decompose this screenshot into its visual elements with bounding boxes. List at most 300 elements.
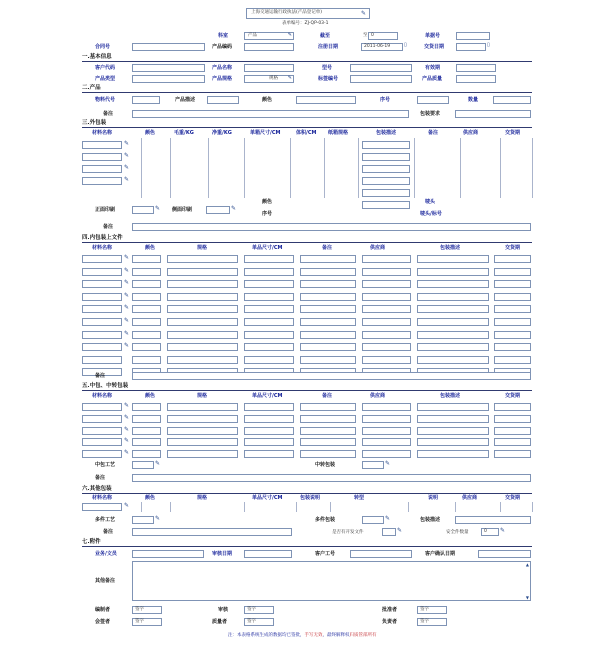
lookup-icon[interactable]: ✎ [124, 502, 130, 509]
column-header[interactable]: 规格 [197, 393, 208, 399]
xuhao-field[interactable] [417, 96, 449, 104]
column-header[interactable]: 包装描述 [440, 245, 461, 251]
inner-pack-cell[interactable] [494, 293, 531, 301]
section-divider [82, 92, 532, 93]
mid-pack-cell[interactable] [417, 403, 489, 411]
column-header[interactable]: 单品尺寸/CM [252, 495, 283, 501]
column-rule [330, 502, 331, 512]
mid-pack-cell[interactable] [132, 427, 161, 435]
inner-pack-cell[interactable] [132, 318, 161, 326]
inner-pack-cell[interactable] [300, 318, 356, 326]
column-header[interactable]: 交货期 [505, 245, 521, 251]
mid-pack-cell[interactable] [132, 403, 161, 411]
column-header[interactable]: 颜色 [145, 245, 156, 251]
edit-icon[interactable]: ✎ [360, 10, 366, 17]
mid-pack-cell[interactable] [82, 427, 122, 435]
inner-pack-cell[interactable] [132, 280, 161, 288]
lookup-icon[interactable]: ✎ [124, 437, 130, 445]
column-header[interactable]: 交货期 [505, 393, 521, 399]
chanpin-quality-field[interactable] [456, 75, 496, 83]
packing-desc-cell[interactable] [362, 189, 410, 197]
inner-pack-cell[interactable] [494, 305, 531, 313]
inner-pack-cell[interactable] [132, 331, 161, 339]
yewu-field[interactable] [132, 550, 204, 558]
inner-pack-cell[interactable] [362, 343, 411, 351]
inner-pack-cell[interactable] [82, 255, 122, 263]
inner-pack-cell[interactable] [167, 343, 238, 351]
inner-pack-cell[interactable] [362, 268, 411, 276]
inner-pack-cell[interactable] [244, 280, 294, 288]
s5-beizhu-label: 备注 [95, 475, 106, 481]
lookup-icon[interactable]: ✎ [124, 291, 130, 299]
lookup-icon[interactable]: ✎ [231, 205, 237, 212]
inner-pack-cell[interactable] [82, 268, 122, 276]
s7-beizhu-textarea[interactable] [132, 561, 531, 601]
inner-pack-cell[interactable] [132, 293, 161, 301]
column-header[interactable]: 单品尺寸/CM [252, 245, 283, 251]
calendar-icon[interactable]: ▯ [487, 42, 490, 48]
duojian-pack-label: 多件包装 [315, 517, 336, 523]
mid-pack-cell[interactable] [300, 427, 356, 435]
bianzhi-label: 编制者 [95, 607, 111, 613]
lookup-icon[interactable]: ✎ [124, 279, 130, 287]
scroll-down-icon[interactable]: ▼ [525, 595, 529, 600]
mid-pack-cell[interactable] [362, 438, 411, 446]
column-rule [141, 502, 142, 512]
inner-pack-cell[interactable] [244, 255, 294, 263]
column-header[interactable]: 单品尺寸/CM [252, 393, 283, 399]
column-header[interactable]: 包装描述 [376, 130, 397, 136]
column-header[interactable]: 供应商 [370, 245, 386, 251]
shuliang-field[interactable] [493, 96, 531, 104]
shuliang-label: 数量 [468, 97, 479, 103]
anquan-field[interactable] [481, 528, 499, 536]
section-divider [82, 127, 532, 128]
lookup-icon[interactable]: ✎ [500, 527, 506, 534]
mid-pack-cell[interactable] [132, 438, 161, 446]
inner-pack-cell[interactable] [417, 318, 489, 326]
inner-pack-cell[interactable] [244, 293, 294, 301]
mid-pack-cell[interactable] [494, 450, 531, 458]
section-product-title: 二.产品 [82, 85, 101, 91]
lookup-icon[interactable]: ✎ [124, 266, 130, 274]
inner-pack-cell[interactable] [167, 293, 238, 301]
column-rule [208, 138, 209, 198]
section-other-pack-title: 六.其他包装 [82, 486, 112, 492]
xinghao-label: 型号 [322, 65, 333, 71]
column-rule [460, 138, 461, 198]
inner-pack-cell[interactable] [417, 280, 489, 288]
inner-pack-cell[interactable] [362, 280, 411, 288]
s2-beizhu-label: 备注 [103, 111, 114, 117]
chanpin-quality-label: 产品质量 [422, 76, 443, 82]
inner-pack-cell[interactable] [244, 268, 294, 276]
lookup-icon[interactable]: ✎ [124, 329, 130, 337]
shenhe-date-field[interactable] [244, 550, 292, 558]
mid-pack-cell[interactable] [244, 450, 294, 458]
inner-pack-cell[interactable] [300, 293, 356, 301]
kehu-code-field[interactable] [132, 64, 205, 72]
inner-pack-cell[interactable] [300, 255, 356, 263]
column-rule [324, 138, 325, 198]
hetonghao-field[interactable] [132, 43, 205, 51]
jiezhi-field[interactable] [368, 32, 398, 40]
inner-pack-cell[interactable] [494, 280, 531, 288]
column-header[interactable]: 转型 [354, 495, 365, 501]
inner-pack-cell[interactable] [167, 305, 238, 313]
jiaohuo-date-field[interactable] [456, 43, 486, 51]
inner-pack-cell[interactable] [82, 293, 122, 301]
column-header[interactable]: 交货期 [505, 130, 521, 136]
mid-pack-cell[interactable] [417, 415, 489, 423]
lookup-icon[interactable]: ✎ [385, 515, 391, 522]
shenhe-field[interactable] [244, 606, 274, 614]
inner-pack-cell[interactable] [167, 356, 238, 364]
inner-pack-cell[interactable] [494, 318, 531, 326]
lookup-icon[interactable]: ✎ [385, 460, 391, 467]
inner-pack-cell[interactable] [417, 268, 489, 276]
inner-pack-cell[interactable] [362, 356, 411, 364]
column-rule [296, 502, 297, 512]
form-title-box[interactable] [246, 8, 370, 19]
inner-pack-cell[interactable] [132, 305, 161, 313]
material-name-cell[interactable] [82, 177, 122, 185]
column-header[interactable]: 规格 [197, 495, 208, 501]
inner-pack-cell[interactable] [132, 356, 161, 364]
zhiliang-field[interactable] [244, 618, 274, 626]
mid-pack-cell[interactable] [362, 403, 411, 411]
column-rule [414, 138, 415, 198]
mid-pack-cell[interactable] [362, 427, 411, 435]
column-header[interactable]: 包装描述 [440, 393, 461, 399]
mid-pack-cell[interactable] [167, 415, 238, 423]
huiqian-value: 签字 [135, 619, 144, 624]
column-header[interactable]: 体积/CM [296, 130, 317, 136]
mid-pack-cell[interactable] [494, 415, 531, 423]
biaoqian-label: 标签编号 [318, 76, 339, 82]
lookup-icon[interactable]: ✎ [124, 402, 130, 409]
mid-pack-cell[interactable] [167, 403, 238, 411]
footer-note [228, 633, 377, 639]
column-header[interactable]: 备注 [428, 130, 439, 136]
zhucedate-value: 2011-06-19 [364, 44, 391, 49]
kehu-confirm-field[interactable] [478, 550, 531, 558]
column-header[interactable]: 交货期 [505, 495, 521, 501]
column-header[interactable]: 备注 [322, 393, 333, 399]
kehu-field[interactable] [350, 550, 412, 558]
lookup-icon[interactable]: ✎ [124, 164, 130, 171]
shangmian-field[interactable] [132, 206, 154, 214]
mid-pack-cell[interactable] [82, 403, 122, 411]
mid-pack-cell[interactable] [244, 427, 294, 435]
section-attach-title: 七.附件 [82, 539, 101, 545]
inner-pack-cell[interactable] [82, 356, 122, 364]
mid-pack-cell[interactable] [167, 450, 238, 458]
huiqian-label: 会签者 [95, 619, 111, 625]
s5-beizhu-field[interactable] [132, 474, 531, 482]
column-header[interactable]: 净重/KG [212, 130, 232, 136]
keshi-value: 产品 [248, 33, 257, 38]
s4-beizhu-field[interactable] [132, 372, 531, 380]
mid-pack-cell[interactable] [417, 438, 489, 446]
cemian-label: 侧面印刷 [172, 207, 193, 213]
hetonghao-label: 合同号 [95, 44, 111, 50]
other-pack-cell[interactable] [82, 503, 122, 511]
mid-pack-cell[interactable] [167, 438, 238, 446]
fuze-value: 签字 [420, 619, 429, 624]
packing-desc-cell[interactable] [362, 165, 410, 173]
mid-pack-cell[interactable] [362, 450, 411, 458]
lookup-icon[interactable]: ✎ [287, 75, 292, 81]
column-header[interactable]: 供应商 [370, 393, 386, 399]
column-header[interactable]: 包装说明 [300, 495, 321, 501]
shifou-select[interactable] [382, 528, 396, 536]
column-header[interactable]: 备注 [322, 245, 333, 251]
packing-desc-cell[interactable] [362, 177, 410, 185]
inner-pack-cell[interactable] [417, 255, 489, 263]
mid-pack-cell[interactable] [82, 438, 122, 446]
fuze-field[interactable] [417, 618, 447, 626]
inner-pack-cell[interactable] [300, 343, 356, 351]
inner-pack-cell[interactable] [494, 255, 531, 263]
column-header[interactable]: 毛重/KG [174, 130, 194, 136]
inner-pack-cell[interactable] [362, 305, 411, 313]
s2-beizhu-field[interactable] [132, 110, 409, 118]
kehu-confirm-label: 客户确认日期 [425, 551, 456, 557]
bianzhi-value: 签字 [135, 607, 144, 612]
inner-pack-cell[interactable] [362, 318, 411, 326]
inner-pack-cell[interactable] [300, 305, 356, 313]
column-rule [500, 502, 501, 512]
material-name-cell[interactable] [82, 165, 122, 173]
column-header[interactable]: 材料名称 [92, 393, 113, 399]
mid-pack-cell[interactable] [167, 427, 238, 435]
huiqian-field[interactable] [132, 618, 162, 626]
lookup-icon[interactable]: ✎ [124, 425, 130, 433]
zhongbao-field[interactable] [132, 461, 154, 469]
lookup-icon[interactable]: ✎ [124, 140, 130, 147]
inner-pack-cell[interactable] [82, 318, 122, 326]
mid-pack-cell[interactable] [494, 403, 531, 411]
footer-part4: ，最终解释权 [322, 633, 350, 638]
inner-pack-cell[interactable] [132, 343, 161, 351]
column-header[interactable]: 单箱尺寸/CM [250, 130, 281, 136]
mid-pack-cell[interactable] [300, 415, 356, 423]
inner-pack-cell[interactable] [167, 255, 238, 263]
inner-pack-cell[interactable] [82, 280, 122, 288]
s3-beizhu-field[interactable] [132, 223, 531, 231]
zhucedate-label: 注册日期 [318, 44, 339, 50]
section-divider [82, 61, 532, 62]
footer-part1: 注： [228, 633, 237, 638]
inner-pack-cell[interactable] [494, 356, 531, 364]
lookup-icon[interactable]: ✎ [124, 317, 130, 324]
zhongzhuan-label: 中转包装 [315, 462, 336, 468]
danhao-label: 单据号 [425, 33, 441, 39]
mid-pack-cell[interactable] [132, 415, 161, 423]
pizhun-field[interactable] [417, 606, 447, 614]
s3-mark-label: 唛头/标号 [420, 211, 442, 217]
mid-pack-cell[interactable] [417, 427, 489, 435]
inner-pack-cell[interactable] [82, 305, 122, 313]
mid-pack-cell[interactable] [244, 403, 294, 411]
mid-pack-cell[interactable] [300, 450, 356, 458]
lookup-icon[interactable]: ✎ [397, 527, 403, 534]
youxiaoqi-field[interactable] [456, 64, 496, 72]
lookup-icon[interactable]: ✎ [155, 515, 161, 522]
baozhuang-req-field[interactable] [455, 110, 531, 118]
lookup-icon[interactable]: ✎ [124, 413, 130, 421]
inner-pack-cell[interactable] [494, 268, 531, 276]
wuliao-code-label: 物料代号 [95, 97, 116, 103]
lookup-icon[interactable]: ✎ [124, 449, 130, 457]
column-rule [170, 502, 171, 512]
inner-pack-cell[interactable] [417, 293, 489, 301]
chanpin-name-field[interactable] [244, 64, 294, 72]
lookup-icon[interactable]: ✎ [124, 176, 130, 183]
mid-pack-cell[interactable] [417, 450, 489, 458]
zhongbao-label: 中包工艺 [95, 462, 116, 468]
anquan-value: 0 [484, 529, 487, 534]
column-header[interactable]: 纸箱规格 [328, 130, 349, 136]
cemian-field[interactable] [206, 206, 230, 214]
scroll-up-icon[interactable]: ▲ [525, 562, 529, 567]
lookup-icon[interactable]: ✎ [124, 152, 130, 159]
inner-pack-cell[interactable] [362, 293, 411, 301]
column-header[interactable]: 颜色 [145, 393, 156, 399]
mid-pack-cell[interactable] [82, 415, 122, 423]
inner-pack-cell[interactable] [82, 343, 122, 351]
jiezhi-value: 0 [371, 33, 374, 38]
section-inner-pack-title: 四.内包装上文件 [82, 235, 123, 241]
packing-desc-cell[interactable] [362, 141, 410, 149]
mid-pack-cell[interactable] [244, 415, 294, 423]
xuhao-label: 序号 [380, 97, 391, 103]
column-rule [455, 502, 456, 512]
chanpin-spec-field[interactable] [244, 75, 294, 83]
inner-pack-cell[interactable] [167, 280, 238, 288]
column-header[interactable]: 说明 [428, 495, 439, 501]
material-name-cell[interactable] [82, 153, 122, 161]
bianzhi-field[interactable] [132, 606, 162, 614]
shifou-label: 是否有开发文件 [332, 530, 364, 535]
keshi-field[interactable] [244, 32, 294, 40]
pizhun-label: 批准者 [382, 607, 398, 613]
form-title: 上海交通运输行政执法(产品登记单) [251, 10, 323, 15]
calendar-icon[interactable]: ▯ [404, 42, 407, 48]
inner-pack-cell[interactable] [244, 343, 294, 351]
inner-pack-cell[interactable] [167, 268, 238, 276]
column-header[interactable]: 材料名称 [92, 130, 113, 136]
biaoqian-field[interactable] [350, 75, 412, 83]
youxiaoqi-label: 有效期 [425, 65, 441, 71]
section-mid-pack-title: 五.中包、中转包装 [82, 383, 129, 389]
xinghao-field[interactable] [350, 64, 412, 72]
inner-pack-cell[interactable] [300, 331, 356, 339]
duojian-pack-field[interactable] [362, 516, 384, 524]
mid-pack-cell[interactable] [494, 427, 531, 435]
column-header[interactable]: 材料名称 [92, 245, 113, 251]
column-rule [500, 138, 501, 198]
yewu-label: 业务/文员 [95, 551, 117, 557]
lookup-icon[interactable]: ✎ [124, 342, 130, 350]
lookup-icon[interactable]: ✎ [155, 205, 161, 212]
inner-pack-cell[interactable] [132, 268, 161, 276]
duojian-field[interactable] [132, 516, 154, 524]
lookup-icon[interactable]: ✎ [124, 304, 130, 312]
column-header[interactable]: 规格 [197, 245, 208, 251]
column-rule [170, 138, 171, 198]
inner-pack-cell[interactable] [417, 331, 489, 339]
inner-pack-cell[interactable] [167, 331, 238, 339]
yanse-field[interactable] [296, 96, 356, 104]
mid-pack-cell[interactable] [494, 438, 531, 446]
s3-biaoqian-label: 唛头 [425, 199, 436, 205]
chanpin-code-field[interactable] [244, 43, 294, 51]
danhao-field[interactable] [456, 32, 490, 40]
mid-pack-cell[interactable] [244, 438, 294, 446]
inner-pack-cell[interactable] [494, 331, 531, 339]
mid-pack-cell[interactable] [362, 415, 411, 423]
inner-pack-cell[interactable] [244, 331, 294, 339]
inner-pack-cell[interactable] [362, 255, 411, 263]
inner-pack-cell[interactable] [300, 356, 356, 364]
zhongzhuan-field[interactable] [362, 461, 384, 469]
mid-pack-cell[interactable] [82, 450, 122, 458]
inner-pack-cell[interactable] [132, 255, 161, 263]
inner-pack-cell[interactable] [244, 356, 294, 364]
lookup-icon[interactable]: ✎ [124, 254, 130, 261]
mid-pack-cell[interactable] [132, 450, 161, 458]
chanpin-type-field[interactable] [132, 75, 205, 83]
inner-pack-cell[interactable] [300, 268, 356, 276]
lookup-icon[interactable]: ✎ [155, 460, 161, 467]
mid-pack-cell[interactable] [300, 438, 356, 446]
inner-pack-cell[interactable] [82, 331, 122, 339]
zhucedate-field[interactable] [361, 43, 403, 51]
inner-pack-cell[interactable] [417, 356, 489, 364]
inner-pack-cell[interactable] [300, 280, 356, 288]
footer-part5: 归质管部所有 [349, 633, 377, 638]
material-name-cell[interactable] [82, 141, 122, 149]
lookup-icon[interactable]: ✎ [287, 32, 292, 38]
inner-pack-cell[interactable] [244, 305, 294, 313]
inner-pack-cell[interactable] [494, 343, 531, 351]
packing-desc-cell[interactable] [362, 201, 410, 209]
baozhuang-req-label: 包装要求 [420, 111, 441, 117]
column-header[interactable]: 供应商 [463, 130, 479, 136]
inner-pack-cell[interactable] [417, 305, 489, 313]
inner-pack-cell[interactable] [244, 318, 294, 326]
column-header[interactable]: 颜色 [145, 495, 156, 501]
column-header[interactable]: 颜色 [145, 130, 156, 136]
pizhun-value: 签字 [420, 607, 429, 612]
chanpin-desc-field[interactable] [207, 96, 239, 104]
inner-pack-cell[interactable] [167, 318, 238, 326]
s6-baozhuang-desc-field[interactable] [455, 516, 531, 524]
s6-beizhu-field[interactable] [132, 528, 292, 536]
inner-pack-cell[interactable] [417, 343, 489, 351]
column-header[interactable]: 供应商 [462, 495, 478, 501]
mid-pack-cell[interactable] [300, 403, 356, 411]
column-header[interactable]: 材料名称 [92, 495, 113, 501]
inner-pack-cell[interactable] [362, 331, 411, 339]
packing-desc-cell[interactable] [362, 153, 410, 161]
kehu-code-label: 客户代码 [95, 65, 116, 71]
column-rule [290, 138, 291, 198]
yanse-label: 颜色 [262, 97, 273, 103]
wuliao-code-field[interactable] [132, 96, 160, 104]
